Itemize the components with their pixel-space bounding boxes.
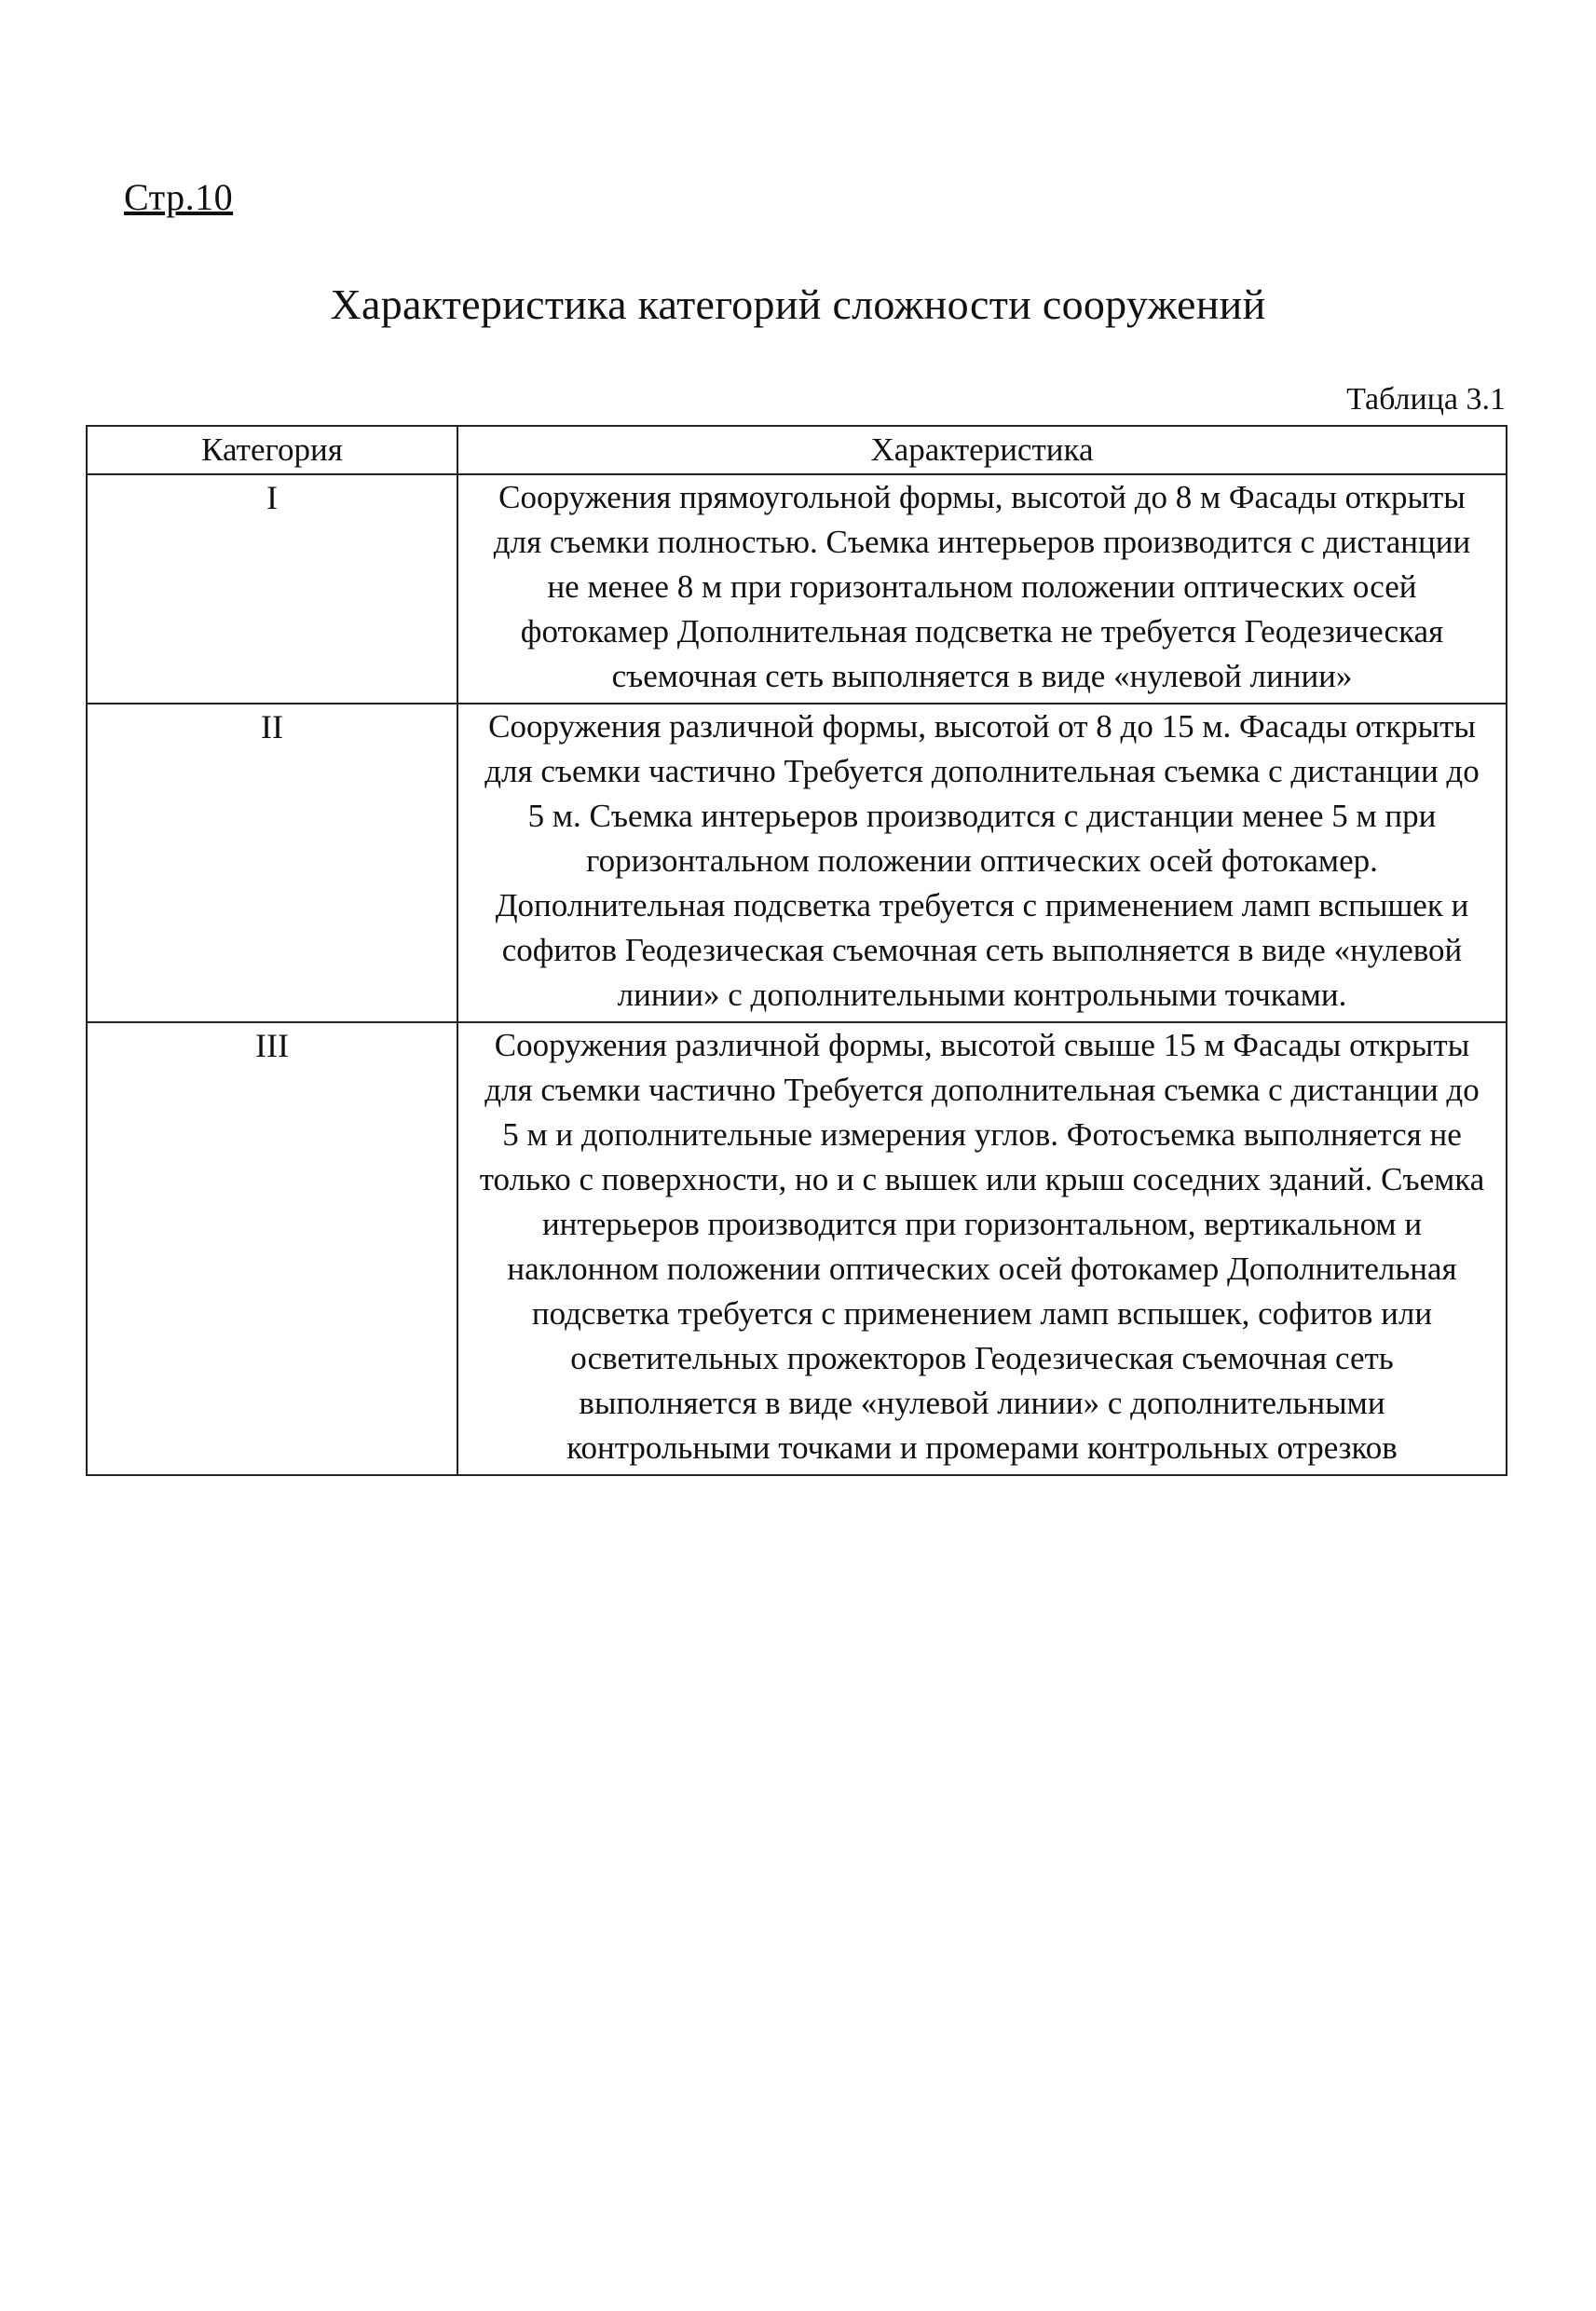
document-title: Характеристика категорий сложности сооружений (330, 280, 1266, 328)
header-characteristic: Характеристика (457, 426, 1507, 474)
characteristic-cell: Сооружения прямоугольной формы, высотой до 8 м Фасады открыты для съемки полностью. Съемка интерьеров производится с дистанции не менее 8 м при горизонтальном положении оптических осей фотокамер Дополнительная подсветка не требуется Геодезическая съемочная сеть выполняется в виде «нулевой линии» (457, 474, 1507, 704)
characteristic-cell: Сооружения различной формы, высотой от 8 до 15 м. Фасады открыты для съемки частично Требуется дополнительная съемка с дистанции до 5 м. Съемка интерьеров производится с дистанции менее 5 м при горизонтальном положении оптических осей фотокамер. Дополнительная подсветка требуется с применением ламп вспышек и софитов Геодезическая съемочная сеть выполняется в виде «нулевой линии» с дополнительными контрольными точками. (457, 704, 1507, 1022)
page-number: Стр.10 (124, 176, 234, 218)
category-table (86, 425, 1507, 1476)
table-row (87, 1022, 1507, 1475)
table-container (86, 425, 1507, 1476)
category-cell: I (87, 474, 457, 704)
table-label: Таблица 3.1 (1346, 382, 1506, 417)
table-row (87, 704, 1507, 1022)
category-cell: II (87, 704, 457, 1022)
characteristic-cell: Сооружения различной формы, высотой свыше 15 м Фасады открыты для съемки частично Требуется дополнительная съемка с дистанции до 5 м и дополнительные измерения углов. Фотосъемка выполняется не только с поверхности, но и с вышек или крыш соседних зданий. Съемка интерьеров производится при горизонтальном, вертикальном и наклонном положении оптических осей фотокамер Дополнительная подсветка требуется с применением ламп вспышек, софитов или осветительных прожекторов Геодезическая съемочная сеть выполняется в виде «нулевой линии» с дополнительными контрольными точками и промерами контрольных отрезков (457, 1022, 1507, 1475)
table-row (87, 474, 1507, 704)
table-header-row (87, 426, 1507, 474)
category-cell: III (87, 1022, 457, 1475)
header-category: Категория (87, 426, 457, 474)
